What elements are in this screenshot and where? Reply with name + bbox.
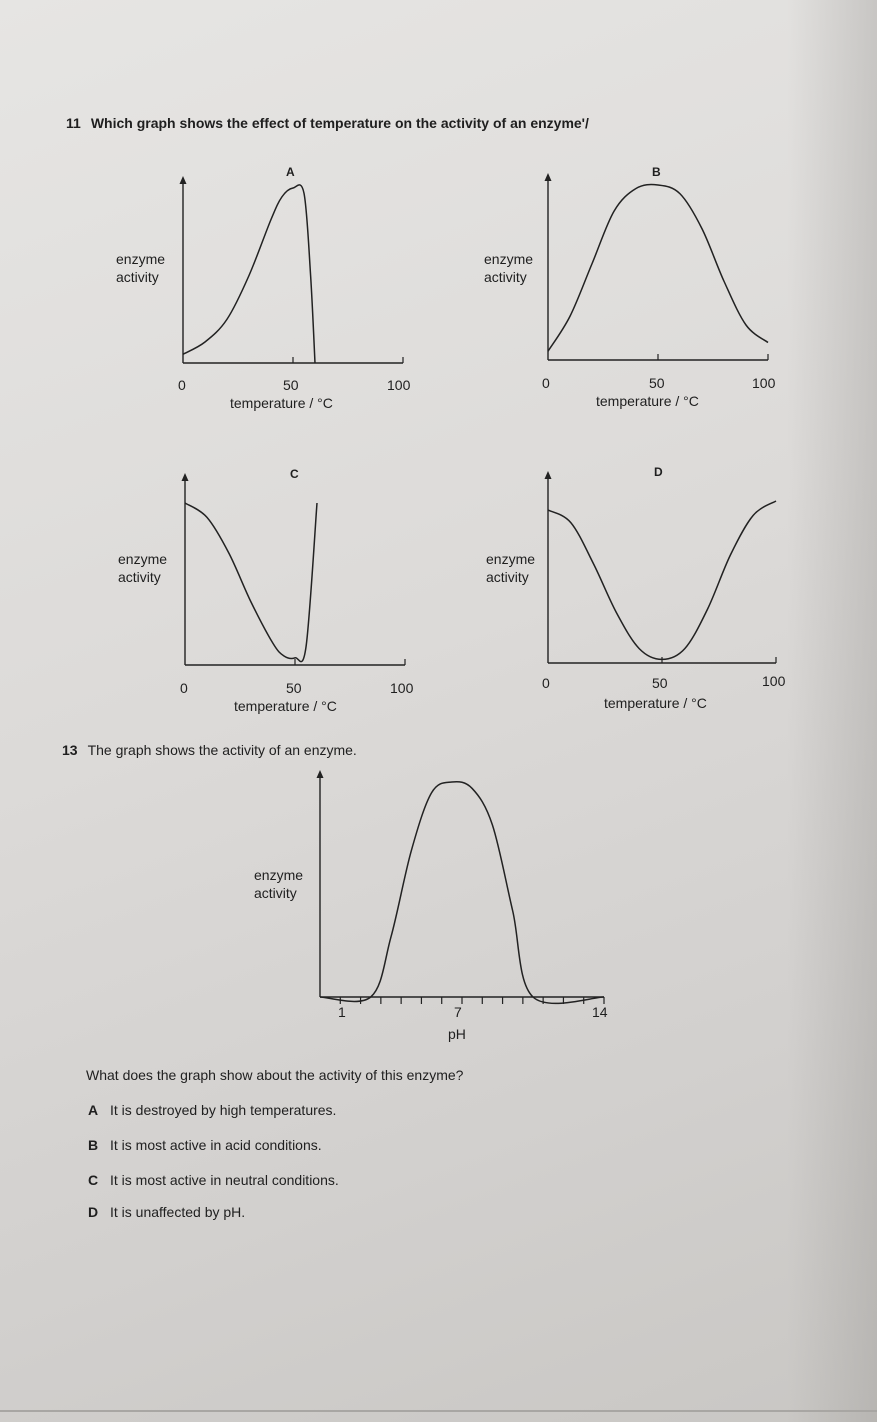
x-axis-label: temperature / °C (234, 698, 337, 714)
x-axis-label: temperature / °C (596, 393, 699, 409)
x-tick-50: 50 (649, 375, 665, 391)
x-tick-100: 100 (762, 673, 786, 689)
question-number: 11 (66, 115, 81, 131)
question-11-heading (66, 115, 589, 131)
y-axis-label: enzyme activity (118, 551, 168, 585)
option-text: It is destroyed by high temperatures. (110, 1102, 337, 1118)
graph-letter: C (290, 467, 299, 481)
x-tick-50: 50 (283, 377, 299, 393)
question-13-heading (62, 742, 357, 758)
activity-curve (548, 185, 768, 352)
option-b[interactable] (88, 1137, 322, 1153)
x-tick-100: 100 (390, 680, 414, 696)
y-axis-label: enzyme activity (254, 867, 304, 901)
activity-curve (548, 501, 776, 659)
graph-plot (476, 165, 786, 415)
option-letter: C (88, 1172, 99, 1188)
option-letter: B (88, 1137, 99, 1153)
x-tick-50: 50 (652, 675, 668, 691)
page-bottom-edge (0, 1410, 877, 1412)
question-text: Which graph shows the effect of temperature on the activity of an enzyme'/ (90, 115, 589, 131)
x-tick-14: 14 (592, 1004, 608, 1020)
x-axis-label: temperature / °C (230, 395, 333, 411)
y-axis-arrow (545, 471, 552, 479)
x-tick-50: 50 (286, 680, 302, 696)
graph-a (110, 165, 420, 415)
question-text: The graph shows the activity of an enzyme. (87, 742, 357, 758)
graph-plot (110, 465, 420, 715)
x-tick-0: 0 (180, 680, 188, 696)
x-axis-label: temperature / °C (604, 695, 707, 711)
option-letter: D (88, 1204, 99, 1220)
activity-curve (320, 782, 604, 1004)
y-axis-label: enzyme activity (484, 251, 534, 285)
option-letter: A (88, 1102, 99, 1118)
option-text: It is most active in acid conditions. (110, 1137, 322, 1153)
x-tick-1: 1 (338, 1004, 346, 1020)
option-a[interactable] (88, 1102, 336, 1118)
activity-curve (185, 503, 317, 662)
graph-letter: D (654, 465, 663, 479)
x-tick-0: 0 (542, 375, 550, 391)
x-tick-0: 0 (178, 377, 186, 393)
graph-b (476, 165, 786, 415)
option-c[interactable] (88, 1172, 339, 1188)
y-axis-arrow (180, 176, 187, 184)
y-axis-label: enzyme activity (116, 251, 166, 285)
graph-plot (240, 770, 640, 1050)
graph-c (110, 465, 420, 715)
question-13-prompt: What does the graph show about the activity of this enzyme? (86, 1067, 464, 1083)
option-text: It is unaffected by pH. (110, 1204, 246, 1220)
x-axis-label: pH (448, 1026, 466, 1042)
y-axis-label: enzyme activity (486, 551, 536, 585)
x-tick-7: 7 (454, 1004, 462, 1020)
option-d[interactable] (88, 1204, 245, 1220)
x-tick-100: 100 (752, 375, 776, 391)
x-tick-0: 0 (542, 675, 550, 691)
y-axis-arrow (545, 173, 552, 181)
page-shadow (787, 0, 877, 1422)
graph-letter: B (652, 165, 661, 179)
y-axis-arrow (182, 473, 189, 481)
graph-letter: A (286, 165, 295, 179)
question-number: 13 (62, 742, 78, 758)
y-axis-arrow (317, 770, 324, 778)
activity-curve (183, 185, 315, 363)
x-tick-100: 100 (387, 377, 411, 393)
graph-d (476, 465, 796, 715)
ph-graph (240, 770, 640, 1050)
option-text: It is most active in neutral conditions. (110, 1172, 339, 1188)
graph-plot (110, 165, 420, 415)
graph-plot (476, 465, 796, 715)
